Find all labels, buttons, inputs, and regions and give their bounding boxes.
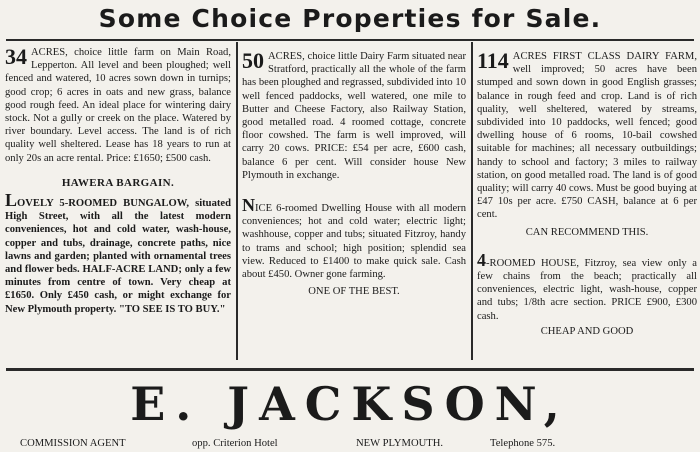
column-left [5, 46, 231, 316]
ad-50-acres [242, 50, 466, 182]
agent-address: opp. Criterion Hotel [192, 438, 278, 449]
ad-tagline: ONE OF THE BEST. [308, 286, 400, 298]
ad-text: ACRES FIRST CLASS DAIRY FARM, well improved; 50 acres have been stumped and sown down in good English grasses; balance in rough feed and crop. Land is of rich quality, well sheltered, watered by streams, subdivided into 10 paddocks, well fenced; good dwelling house of 6 rooms, 10-bail cowshed suitable for machines; all necessary outbuildings; handy to school and factory; 3 miles to railway station, on good metalled road. The land is of good quality; will carry 40 cows. Must be good buying at £47 10s per acre. £750 CASH, balance at 6 per cent. [477, 51, 697, 221]
column-rule-1 [236, 42, 238, 360]
agent-town: NEW PLYMOUTH. [356, 438, 444, 449]
agent-name: E. JACKSON, [130, 377, 570, 431]
column-rule-2 [471, 42, 473, 360]
agent-role: COMMISSION AGENT [20, 438, 126, 449]
ad-hawera-bargain [5, 190, 231, 316]
ad-tagline: CAN RECOMMEND THIS. [525, 226, 649, 238]
drop-initial: 4 [477, 249, 486, 270]
ad-text: OVELY 5-ROOMED BUNGALOW, situated High Street, with all the latest modern conveniences, hot and cold water, wash-house, copper and tubs, drainage, concrete paths, nice lawns and garden; planted with ornamental trees and flower beds. HALF-ACRE LAND; only a few minutes from centre of town. Very cheap at £1650. Only £450 cash, or might exchange for New Plymouth property. "TO SEE IS TO BUY." [5, 198, 231, 315]
agent-phone: Telephone 575. [490, 438, 556, 449]
ad-heading: HAWERA BARGAIN. [61, 176, 175, 189]
ad-text: ACRES, choice little farm on Main Road, Lepperton. All level and been ploughed; well fenced and watered, 10 acres sown down in turnips; good crop; 6 acres in oats and new grass, balance good rough feed. An ideal place for wintering dairy stock. Not a gully or creek on the place. Watered by river boundary. Level access. The land is of rich quality well sheltered. Lease has 18 years to run at only 20s an acre rental. Price: £1650; £500 cash. [5, 47, 231, 164]
drop-initial: N [242, 195, 255, 216]
column-right [477, 50, 697, 338]
column-middle [242, 50, 466, 298]
footer-rule [6, 368, 694, 371]
ad-number: 34 [5, 44, 27, 69]
drop-initial: L [5, 190, 18, 211]
ad-number: 50 [242, 48, 264, 73]
ad-number: 114 [477, 48, 509, 73]
headline-rule [6, 39, 694, 41]
ad-34-acres [5, 46, 231, 165]
ad-text: ACRES, choice little Dairy Farm situated near Stratford, practically all the whole of the farm has been ploughed and regrassed, subdivided into 10 well fenced paddocks, well watered, one mile to Butter and Cheese Factory, also Railway Station, good metalled road. 4 roomed cottage, concrete floor cowshed. The farm is well improved, will carry 20 cows. PRICE: £54 per acre, £600 cash, balance 6 per cent. Will consider house New Plymouth in exchange. [242, 51, 466, 181]
ad-nice-house [242, 195, 466, 281]
ad-4-roomed-house [477, 249, 697, 323]
headline: Some Choice Properties for Sale. [98, 4, 602, 33]
ad-114-acres [477, 50, 697, 222]
ad-text: ICE 6-roomed Dwelling House with all modern conveniences; hot and cold water; electric light; washhouse, copper and tubs; situated Fitzroy, handy to trams and school; high position; splendid sea view. Reduced to £1400 to make quick sale. Cash about £450. Owner gone farming. [242, 203, 466, 281]
ad-text: -ROOMED HOUSE, Fitzroy, sea view only a few chains from the beach; practically all conveniences, electric light, wash-house, copper and tubs; 1/8th acre section. PRICE £900, £300 cash. [477, 257, 697, 322]
ad-tagline: CHEAP AND GOOD [540, 325, 634, 337]
